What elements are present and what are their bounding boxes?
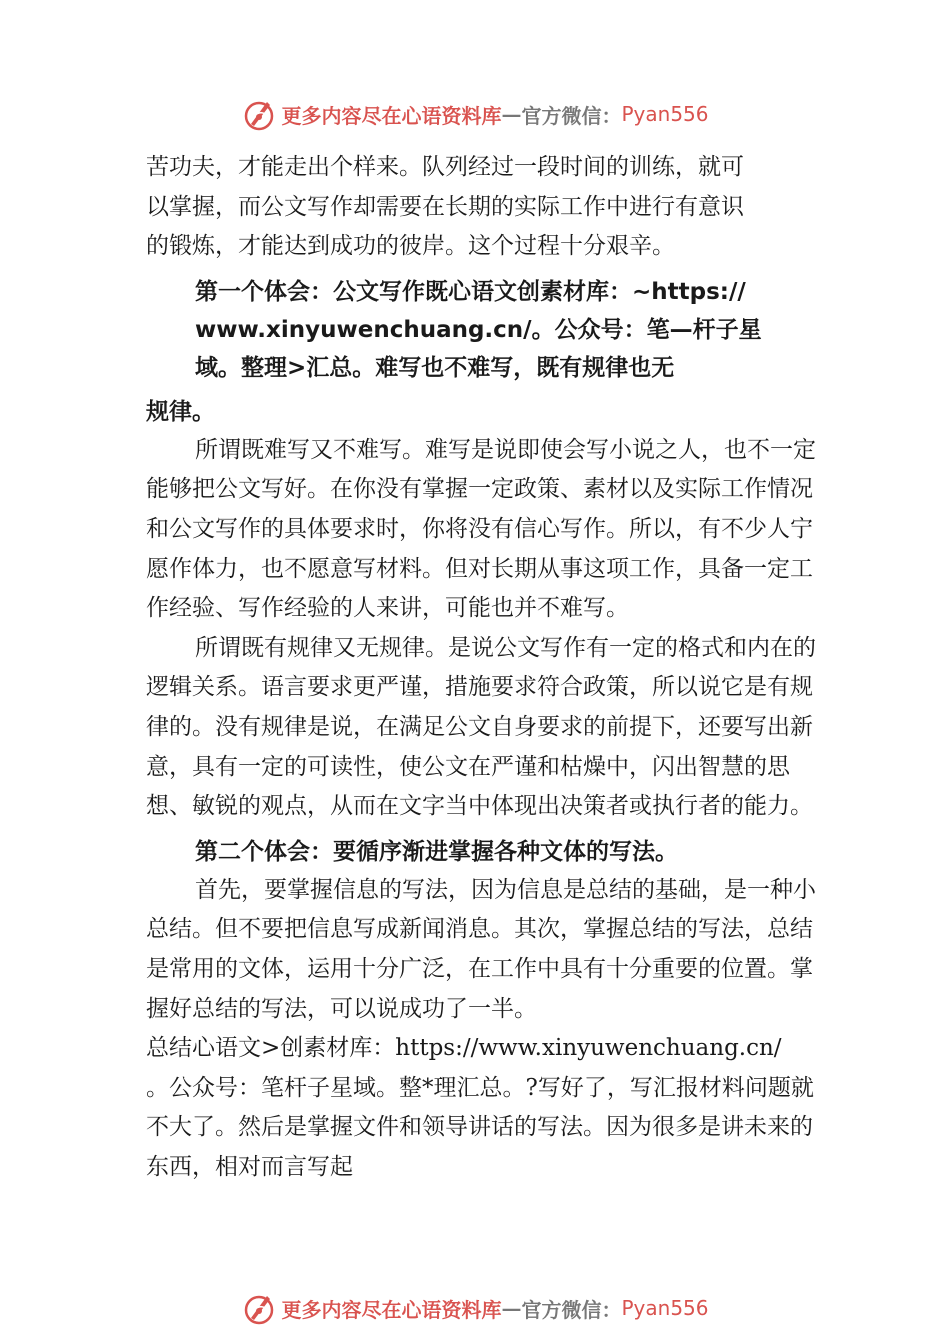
paragraph: 首先，要掌握信息的写法，因为信息是总结的基础，是一种小总结。但不要把信息写成新闻消息。其次，掌握总结的写法，总结是常用的文体，运用十分广泛，在工作中具有十分重要的位置。掌握好总结的写法，可以说成功了一半。 [146,876,816,1022]
wechat-label: 官方微信： [521,1297,622,1322]
heading-line: 规律。 [146,398,215,425]
quill-pen-seal-icon [241,1290,277,1326]
heading-first-insight [146,273,826,387]
wechat-label: 官方微信： [521,103,622,128]
paragraph-line: 苦功夫，才能走出个样来。队列经过一段时间的训练，就可 [146,154,744,180]
paragraph-line-url: 总结心语文>创素材库：https://www.xinyuwenchuang.cn/ [146,1035,782,1062]
document-body [146,148,826,1187]
paragraph-line: 的锻炼，才能达到成功的彼岸。这个过程十分艰辛。 [146,233,675,260]
promo-text: 更多内容尽在心语资料库 [281,1297,502,1322]
heading-second-insight: 第二个体会：要循序渐进掌握各种文体的写法。 [195,838,678,865]
paragraph: 所谓既有规律又无规律。是说公文写作有一定的格式和内在的逻辑关系。语言要求更严谨，措施要求符合政策，所以说它是有规律的。没有规律是说，在满足公文自身要求的前提下，还要写出新意，具有一定的可读性，使公文在严谨和枯燥中，闪出智慧的思想、敏锐的观点，从而在文字当中体现出决策者或执行者的能力。 [146,634,816,820]
heading-line: 域。整理>汇总。难写也不难写，既有规律也无 [195,354,675,381]
banner-dash: — [501,1296,522,1320]
paragraph: 所谓既难写又不难写。难写是说即使会写小说之人，也不一定能够把公文写好。在你没有掌握一定政策、素材以及实际工作情况和公文写作的具体要求时，你将没有信心写作。所以，有不少人宁愿作体力，也不愿意写材料。但对长期从事这项工作，具备一定工作经验、写作经验的人来讲，可能也并不难写。 [146,436,816,622]
promo-text: 更多内容尽在心语资料库 [281,103,502,128]
paragraph: 。公众号：笔杆子星域。整*理汇总。?写好了，写汇报材料问题就不大了。然后是掌握文件和领导讲话的写法。因为很多是讲未来的东西，相对而言写起 [146,1074,814,1180]
header-banner [0,94,950,134]
wechat-id: Pyan556 [621,1296,709,1320]
banner-dash: — [501,102,522,126]
heading-line: www.xinyuwenchuang.cn/。公众号：笔—杆子星 [195,316,762,343]
wechat-id: Pyan556 [621,102,709,126]
quill-pen-seal-icon [241,96,277,132]
footer-banner [0,1288,950,1328]
paragraph-line: 以掌握，而公文写作却需要在长期的实际工作中进行有意识 [146,193,744,220]
heading-line: 第一个体会：公文写作既心语文创素材库：~https:// [195,278,746,305]
